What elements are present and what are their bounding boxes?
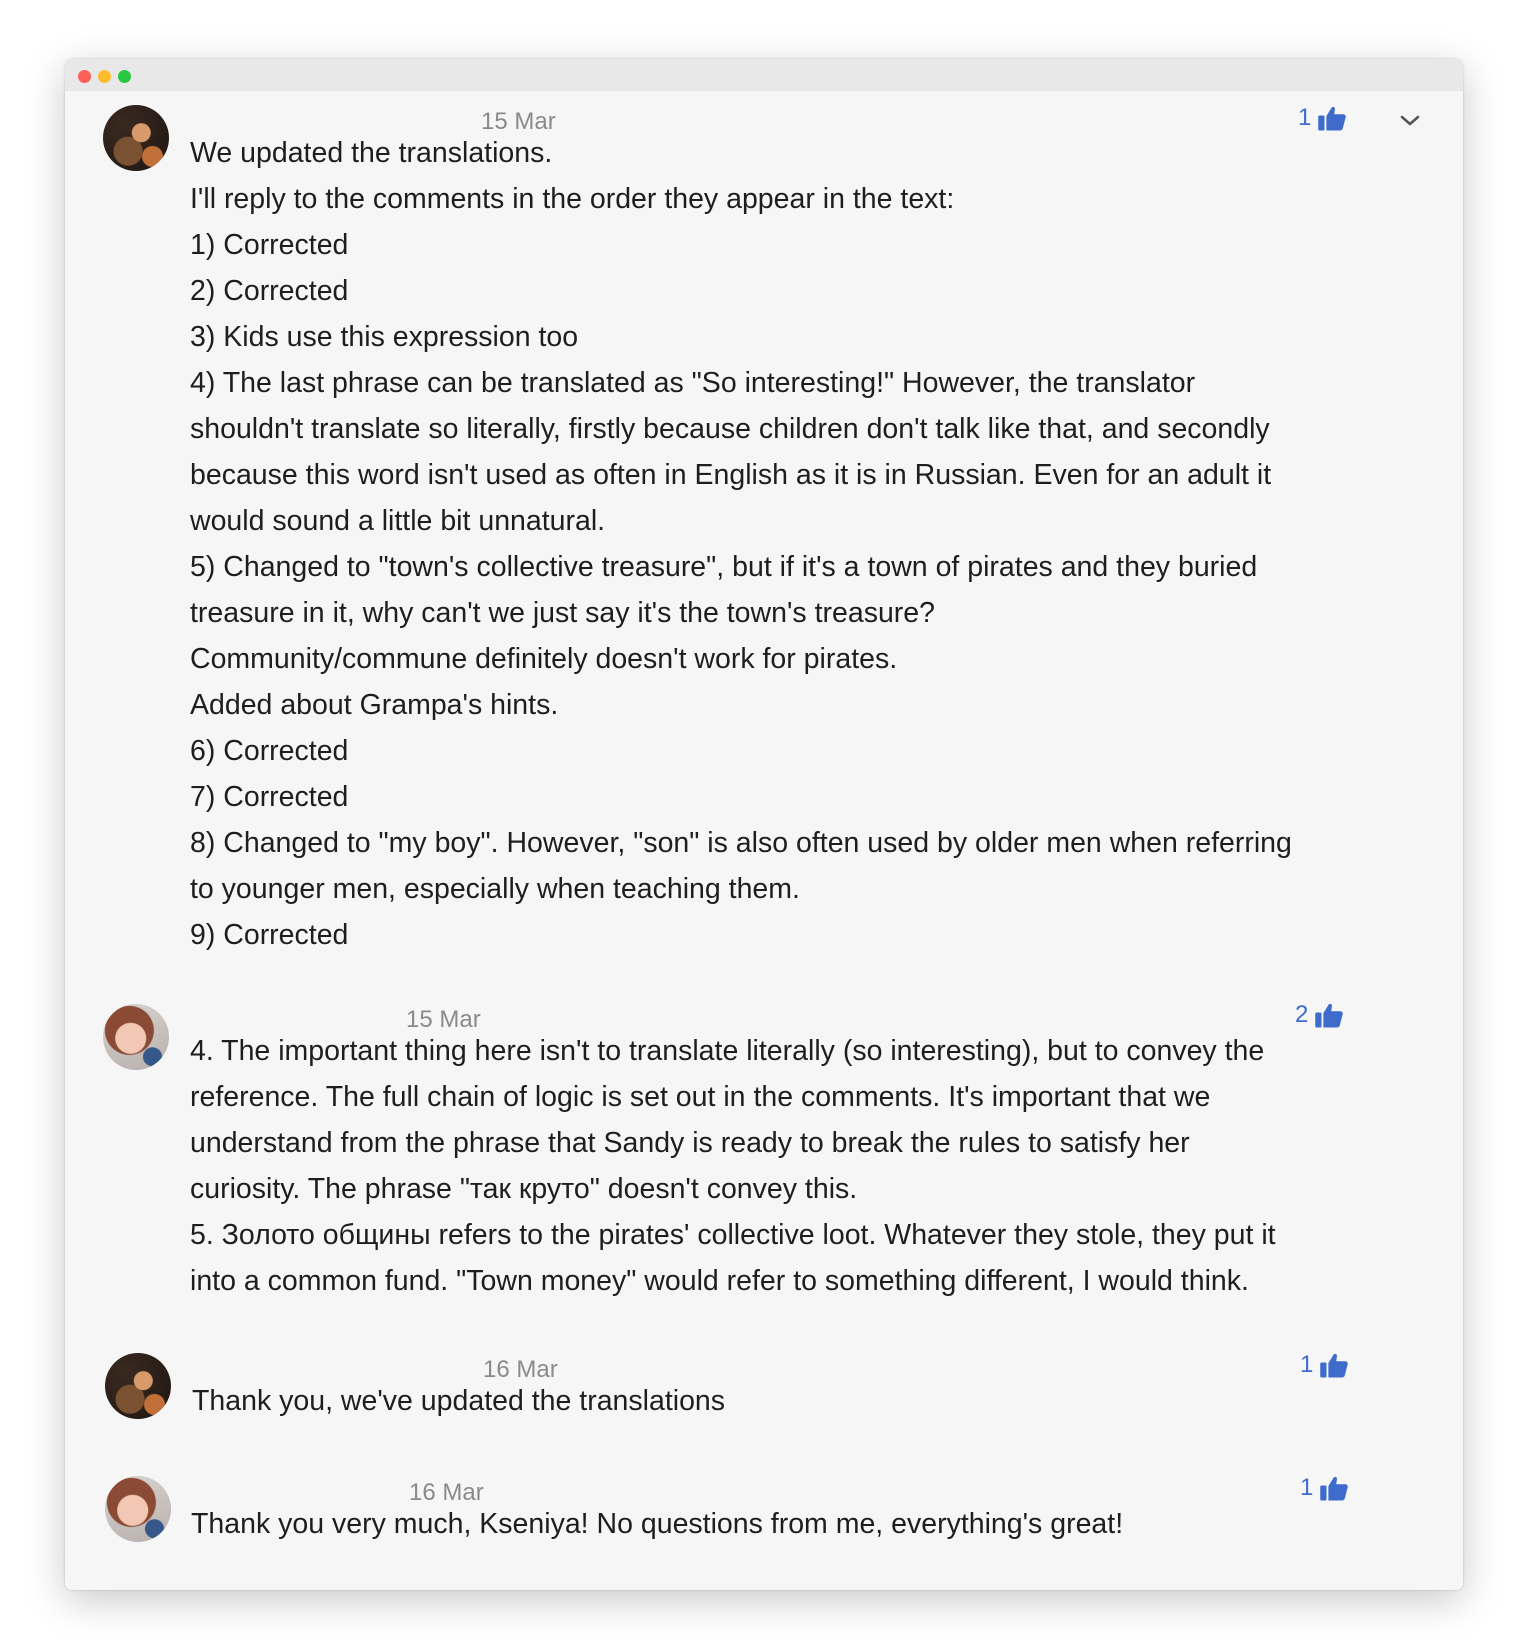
comment (65, 1439, 1463, 1590)
comment-line: 3) Kids use this expression too (190, 321, 579, 353)
comment-text (192, 1378, 1423, 1424)
comment-text (190, 1028, 1423, 1304)
thumbs-up-icon (1319, 1474, 1349, 1502)
comment-line: 1) Corrected (190, 229, 349, 261)
comment-line: I'll reply to the comments in the order they appear in the text: (190, 183, 955, 215)
comment-line: 9) Corrected (190, 919, 349, 951)
thumbs-up-icon (1319, 1351, 1349, 1379)
like-button[interactable] (1300, 1351, 1349, 1379)
avatar[interactable] (103, 105, 169, 171)
comment-text (190, 130, 1423, 958)
like-count: 1 (1300, 1351, 1314, 1378)
comment (65, 59, 1463, 959)
comment-text (191, 1501, 1423, 1547)
app-window (65, 59, 1463, 1590)
comment-line: 6) Corrected (190, 735, 349, 767)
comment-line: understand from the phrase that Sandy is ready to break the rules to satisfy her (190, 1127, 1190, 1159)
thumbs-up-icon (1317, 104, 1347, 132)
comment-date: 16 Mar (409, 1479, 484, 1506)
like-button[interactable] (1300, 1474, 1349, 1502)
comment-date: 16 Mar (483, 1356, 558, 1383)
comment-date: 15 Mar (406, 1006, 481, 1033)
like-count: 1 (1300, 1474, 1314, 1501)
comment-line: 5. Золото общины refers to the pirates' collective loot. Whatever they stole, they put it (190, 1219, 1276, 1251)
chevron-down-icon[interactable] (1399, 114, 1421, 128)
comment-line: 7) Corrected (190, 781, 349, 813)
comment-line: to younger men, especially when teaching them. (190, 873, 800, 905)
avatar[interactable] (105, 1353, 171, 1419)
avatar[interactable] (103, 1004, 169, 1070)
comment (65, 959, 1463, 1319)
comment-line: Community/commune definitely doesn't work for pirates. (190, 643, 898, 675)
like-button[interactable] (1298, 104, 1347, 132)
comment-line: would sound a little bit unnatural. (190, 505, 606, 537)
thumbs-up-icon (1314, 1001, 1344, 1029)
like-count: 1 (1298, 104, 1312, 131)
comment (65, 1319, 1463, 1439)
like-button[interactable] (1295, 1001, 1344, 1029)
comment-line: Added about Grampa's hints. (190, 689, 559, 721)
comment-line: We updated the translations. (190, 137, 553, 169)
comment-date: 15 Mar (481, 108, 556, 135)
comment-line: shouldn't translate so literally, firstly because children don't talk like that, and secondly (190, 413, 1270, 445)
comment-line: 5) Changed to "town's collective treasure", but if it's a town of pirates and they buried (190, 551, 1258, 583)
comment-line: reference. The full chain of logic is set out in the comments. It's important that we (190, 1081, 1211, 1113)
like-count: 2 (1295, 1001, 1309, 1028)
comment-line: 2) Corrected (190, 275, 349, 307)
comment-line: 8) Changed to "my boy". However, "son" is also often used by older men when referring (190, 827, 1292, 859)
comment-line: curiosity. The phrase "так круто" doesn't convey this. (190, 1173, 858, 1205)
comment-line: 4) The last phrase can be translated as "So interesting!" However, the translator (190, 367, 1196, 399)
comment-line: 4. The important thing here isn't to translate literally (so interesting), but to convey the (190, 1035, 1265, 1067)
avatar[interactable] (105, 1476, 171, 1542)
comment-line: Thank you very much, Kseniya! No questions from me, everything's great! (191, 1508, 1124, 1540)
comment-line: Thank you, we've updated the translations (192, 1385, 726, 1417)
comment-line: treasure in it, why can't we just say it's the town's treasure? (190, 597, 935, 629)
comment-line: into a common fund. "Town money" would refer to something different, I would think. (190, 1265, 1249, 1297)
comment-line: because this word isn't used as often in English as it is in Russian. Even for an adult it (190, 459, 1272, 491)
